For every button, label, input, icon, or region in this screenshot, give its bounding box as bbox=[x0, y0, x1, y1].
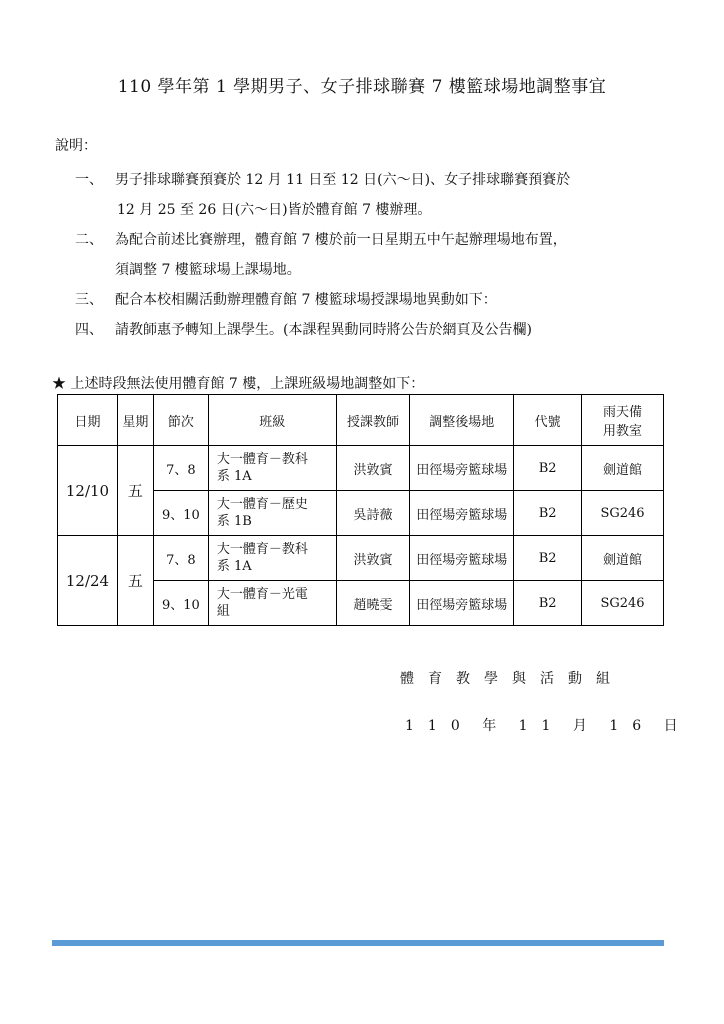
cell-class bbox=[208, 491, 336, 536]
item-number: 二、 bbox=[75, 232, 103, 248]
cell-venue: 田徑場旁籃球場 bbox=[410, 491, 514, 536]
item-text bbox=[115, 225, 675, 285]
item-line: 12 月 25 至 26 日(六～日)皆於體育館 7 樓辦理。 bbox=[117, 202, 432, 218]
header-period: 節次 bbox=[153, 395, 208, 446]
class-line: 大一體育－教科 bbox=[216, 542, 308, 557]
date-year-unit: 年 bbox=[482, 718, 511, 734]
item-line: 男子排球聯賽預賽於 12 月 11 日至 12 日(六～日)、女子排球聯賽預賽於 bbox=[115, 172, 571, 188]
header-venue: 調整後場地 bbox=[410, 395, 514, 446]
cell-class bbox=[208, 536, 336, 581]
cell-teacher: 洪敦賓 bbox=[336, 536, 410, 581]
table-row bbox=[58, 446, 664, 491]
notice-item bbox=[75, 165, 675, 225]
header-rain-line: 雨天備 bbox=[603, 405, 643, 420]
cell-date: 12/24 bbox=[58, 536, 118, 626]
table-note: ★ 上述時段無法使用體育館 7 樓，上課班級場地調整如下： bbox=[52, 376, 425, 392]
cell-code: B2 bbox=[514, 581, 582, 626]
class-line: 大一體育－光電 bbox=[216, 587, 308, 602]
header-code: 代號 bbox=[514, 395, 582, 446]
date-day-unit: 日 bbox=[663, 718, 692, 734]
cell-rain-room: 劍道館 bbox=[582, 536, 664, 581]
cell-period: 7、8 bbox=[153, 536, 208, 581]
notice-item bbox=[75, 285, 675, 315]
cell-date: 12/10 bbox=[58, 446, 118, 536]
item-line: 須調整 7 樓籃球場上課場地。 bbox=[115, 262, 301, 278]
item-text bbox=[115, 285, 675, 315]
class-line: 系 1A bbox=[216, 469, 252, 484]
cell-venue: 田徑場旁籃球場 bbox=[410, 446, 514, 491]
class-line: 組 bbox=[216, 604, 230, 619]
item-text bbox=[115, 315, 675, 345]
cell-rain-room: SG246 bbox=[582, 491, 664, 536]
cell-code: B2 bbox=[514, 536, 582, 581]
date-day: 16 bbox=[609, 718, 656, 734]
cell-class bbox=[208, 446, 336, 491]
signature-unit: 體育教學與活動組 bbox=[400, 671, 624, 687]
cell-teacher: 洪敦賓 bbox=[336, 446, 410, 491]
cell-code: B2 bbox=[514, 491, 582, 536]
date-year: 110 bbox=[405, 718, 474, 734]
cell-period: 9、10 bbox=[153, 581, 208, 626]
table-header-row bbox=[58, 395, 664, 446]
cell-class bbox=[208, 581, 336, 626]
header-weekday: 星期 bbox=[117, 395, 153, 446]
header-date: 日期 bbox=[58, 395, 118, 446]
intro-label: 說明： bbox=[55, 138, 97, 154]
schedule-table bbox=[57, 394, 664, 626]
item-line: 請教師惠予轉知上課學生。(本課程異動同時將公告於網頁及公告欄) bbox=[115, 322, 532, 338]
date-month-unit: 月 bbox=[572, 718, 601, 734]
cell-teacher: 吳詩薇 bbox=[336, 491, 410, 536]
table-row bbox=[58, 536, 664, 581]
notice-item bbox=[75, 315, 675, 345]
item-number: 三、 bbox=[75, 292, 103, 308]
class-line: 系 1B bbox=[216, 514, 252, 529]
footer-bar bbox=[52, 940, 664, 946]
cell-period: 7、8 bbox=[153, 446, 208, 491]
class-line: 大一體育－教科 bbox=[216, 452, 308, 467]
item-number: 一、 bbox=[75, 172, 103, 188]
cell-venue: 田徑場旁籃球場 bbox=[410, 536, 514, 581]
item-line: 為配合前述比賽辦理，體育館 7 樓於前一日星期五中午起辦理場地布置， bbox=[115, 232, 567, 248]
item-line: 配合本校相關活動辦理體育館 7 樓籃球場授課場地異動如下： bbox=[115, 292, 497, 308]
cell-code: B2 bbox=[514, 446, 582, 491]
item-text bbox=[115, 165, 675, 225]
document-title: 110 學年第 1 學期男子、女子排球聯賽 7 樓籃球場地調整事宜 bbox=[117, 77, 607, 97]
signature-date bbox=[405, 715, 692, 735]
notice-items bbox=[75, 165, 675, 345]
cell-weekday: 五 bbox=[117, 446, 153, 536]
cell-venue: 田徑場旁籃球場 bbox=[410, 581, 514, 626]
header-class: 班級 bbox=[208, 395, 336, 446]
class-line: 系 1A bbox=[216, 559, 252, 574]
header-teacher: 授課教師 bbox=[336, 395, 410, 446]
cell-teacher: 趙曉雯 bbox=[336, 581, 410, 626]
cell-rain-room: 劍道館 bbox=[582, 446, 664, 491]
cell-period: 9、10 bbox=[153, 491, 208, 536]
cell-weekday: 五 bbox=[117, 536, 153, 626]
header-rain-room bbox=[582, 395, 664, 446]
notice-item bbox=[75, 225, 675, 285]
date-month: 11 bbox=[518, 718, 565, 734]
class-line: 大一體育－歷史 bbox=[216, 497, 308, 512]
cell-rain-room: SG246 bbox=[582, 581, 664, 626]
header-rain-line: 用教室 bbox=[603, 424, 643, 439]
item-number: 四、 bbox=[75, 322, 103, 338]
